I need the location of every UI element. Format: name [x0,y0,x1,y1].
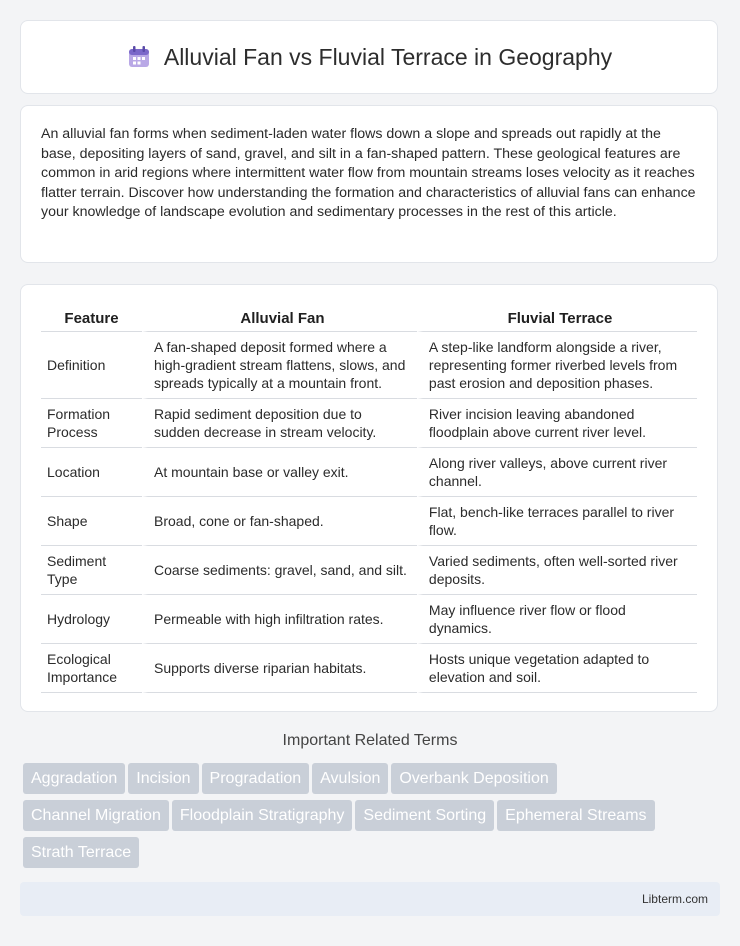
table-row [41,448,697,497]
header-feature: Feature [41,305,142,332]
row-feature: Shape [41,497,142,546]
related-terms-list [23,763,723,874]
table-row [41,595,697,644]
related-term-tag[interactable]: Ephemeral Streams [497,800,654,831]
row-fluvial: Flat, bench-like terraces parallel to river flow. [417,497,697,546]
footer-site-link[interactable]: Libterm.com [641,892,708,906]
related-term-tag[interactable]: Progradation [202,763,310,794]
row-alluvial: Rapid sediment deposition due to sudden decrease in stream velocity. [142,399,417,448]
header-fluvial-terrace: Fluvial Terrace [417,305,697,332]
row-fluvial: River incision leaving abandoned floodplain above current river level. [417,399,697,448]
table-row [41,644,697,693]
related-term-tag[interactable]: Overbank Deposition [391,763,556,794]
row-feature: Ecological Importance [41,644,142,693]
row-alluvial: Permeable with high infiltration rates. [142,595,417,644]
row-feature: Hydrology [41,595,142,644]
footer [20,882,720,916]
table-row [41,497,697,546]
row-alluvial: Broad, cone or fan-shaped. [142,497,417,546]
related-terms-title: Important Related Terms [282,732,458,749]
table-row [41,546,697,595]
related-term-tag[interactable]: Incision [128,763,198,794]
page-title: Alluvial Fan vs Fluvial Terrace in Geography [163,43,613,70]
intro-paragraph: An alluvial fan forms when sediment-laden water flows down a slope and spreads out rapidly at the base, depositing layers of sand, gravel, and silt in a fan-shaped pattern. These geological features are common in arid regions where intermittent water flow from mountain streams loses velocity as it reaches flatter terrain. Discover how understanding the formation and characteristics of alluvial fans can enhance your knowledge of landscape evolution and sedimentary processes in the rest of this article. [41,126,696,221]
row-feature: Definition [41,332,142,399]
comparison-table [41,305,697,693]
row-fluvial: May influence river flow or flood dynamics. [417,595,697,644]
related-term-tag[interactable]: Floodplain Stratigraphy [172,800,353,831]
related-term-tag[interactable]: Avulsion [312,763,388,794]
row-fluvial: A step-like landform alongside a river, representing former riverbed levels from past erosion and deposition phases. [417,332,697,399]
table-row [41,332,697,399]
row-alluvial: Supports diverse riparian habitats. [142,644,417,693]
related-term-tag[interactable]: Aggradation [23,763,125,794]
row-feature: Location [41,448,142,497]
row-feature: Formation Process [41,399,142,448]
intro-card [20,105,718,263]
table-row [41,399,697,448]
row-alluvial: Coarse sediments: gravel, sand, and silt. [142,546,417,595]
comparison-card [20,284,718,712]
row-fluvial: Hosts unique vegetation adapted to elevation and soil. [417,644,697,693]
related-term-tag[interactable]: Strath Terrace [23,837,139,868]
row-alluvial: A fan-shaped deposit formed where a high-gradient stream flattens, slows, and spreads typically at a mountain front. [142,332,417,399]
related-term-tag[interactable]: Channel Migration [23,800,169,831]
row-fluvial: Along river valleys, above current river channel. [417,448,697,497]
table-header-row [41,305,697,332]
header-alluvial-fan: Alluvial Fan [142,305,417,332]
header-card [20,20,718,94]
related-term-tag[interactable]: Sediment Sorting [355,800,494,831]
row-fluvial: Varied sediments, often well-sorted river deposits. [417,546,697,595]
row-feature: Sediment Type [41,546,142,595]
row-alluvial: At mountain base or valley exit. [142,448,417,497]
calendar-icon [126,44,152,70]
